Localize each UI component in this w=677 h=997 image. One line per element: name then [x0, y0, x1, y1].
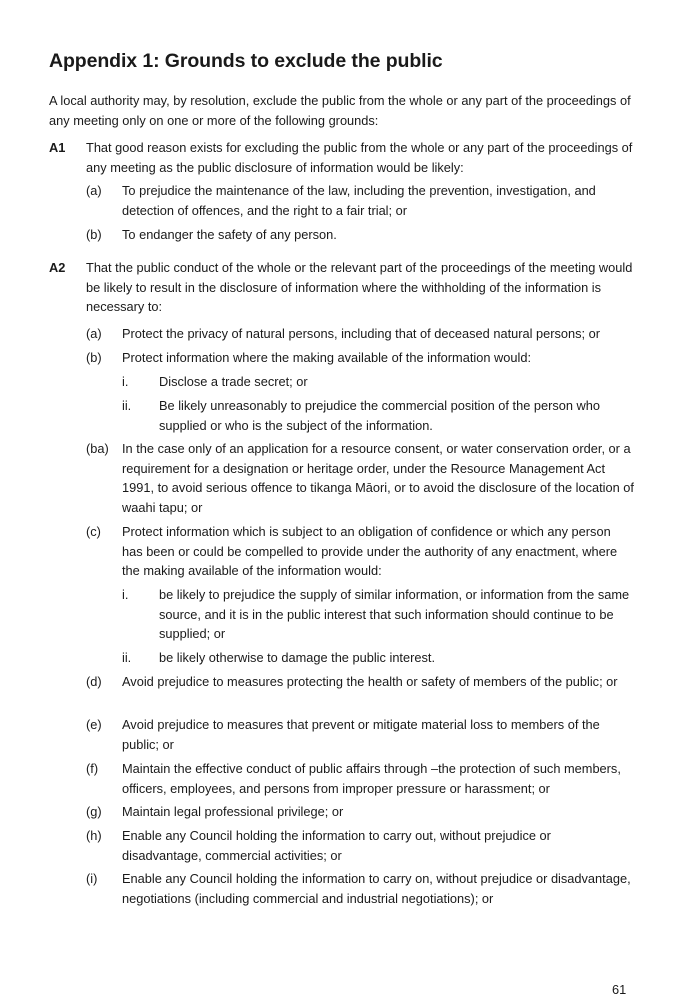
item-label: (a)	[86, 326, 102, 341]
page-title: Appendix 1: Grounds to exclude the public	[49, 50, 443, 72]
intro-paragraph: A local authority may, by resolution, exclude the public from the whole or any part of the proceedings of any meeting only on one or more of the following grounds:	[49, 93, 631, 128]
item-text: Avoid prejudice to measures that prevent or mitigate material loss to members of the public; or	[122, 717, 600, 752]
item-text: To prejudice the maintenance of the law, including the prevention, investigation, and detection of offences, and the right to a fair trial; or	[122, 183, 596, 218]
item-label: (a)	[86, 183, 102, 198]
item-label: (d)	[86, 674, 102, 689]
item-text: Protect information which is subject to an obligation of confidence or which any person has been or could be compelled to provide under the authority of any enactment, where the making available of the information would:	[122, 524, 618, 578]
item-label: (h)	[86, 828, 102, 843]
item-label: (ba)	[86, 441, 109, 456]
item-text: Maintain legal professional privilege; or	[122, 804, 344, 819]
item-text: To endanger the safety of any person.	[122, 227, 337, 242]
item-text: In the case only of an application for a resource consent, or water conservation order, or a requirement for a designation or heritage order, under the Resource Management Act 1991, to avoid serious offence to tikanga Māori, or to avoid the disclosure of the location of waahi tapu; or	[122, 441, 634, 515]
clause-text: That the public conduct of the whole or the relevant part of the proceedings of the meeting would be likely to result in the disclosure of information where the withholding of the information is necessary to:	[86, 260, 633, 314]
item-text: Avoid prejudice to measures protecting the health or safety of members of the public; or	[122, 674, 618, 689]
item-text: Enable any Council holding the information to carry out, without prejudice or disadvantage, commercial activities; or	[122, 828, 551, 863]
item-text: Protect information where the making available of the information would:	[122, 350, 532, 365]
sub-item-text: Be likely unreasonably to prejudice the commercial position of the person who supplied or who is the subject of the information.	[159, 398, 601, 433]
clause-text: That good reason exists for excluding the public from the whole or any part of the proceedings of any meeting as the public disclosure of information would be likely:	[86, 140, 633, 175]
item-text: Enable any Council holding the information to carry on, without prejudice or disadvantage, negotiations (including commercial and industrial negotiations); or	[122, 871, 631, 906]
item-label: (b)	[86, 350, 102, 365]
item-label: (c)	[86, 524, 101, 539]
sub-item-label: ii.	[122, 398, 132, 413]
page-number: 61	[612, 982, 627, 997]
item-label: (i)	[86, 871, 98, 886]
sub-item-label: i.	[122, 374, 129, 389]
sub-item-text: be likely otherwise to damage the public interest.	[159, 650, 435, 665]
clause-label: A1	[49, 140, 66, 155]
sub-item-label: i.	[122, 587, 129, 602]
item-label: (g)	[86, 804, 102, 819]
item-label: (b)	[86, 227, 102, 242]
sub-item-text: Disclose a trade secret; or	[159, 374, 308, 389]
sub-item-text: be likely to prejudice the supply of similar information, or information from the same source, and it is in the public interest that such information should continue to be supplied; or	[159, 587, 630, 641]
clause-label: A2	[49, 260, 66, 275]
item-text: Maintain the effective conduct of public affairs through –the protection of such members, officers, employees, and persons from improper pressure or harassment; or	[122, 761, 621, 796]
item-label: (f)	[86, 761, 99, 776]
item-label: (e)	[86, 717, 102, 732]
sub-item-label: ii.	[122, 650, 132, 665]
item-text: Protect the privacy of natural persons, including that of deceased natural persons; or	[122, 326, 601, 341]
